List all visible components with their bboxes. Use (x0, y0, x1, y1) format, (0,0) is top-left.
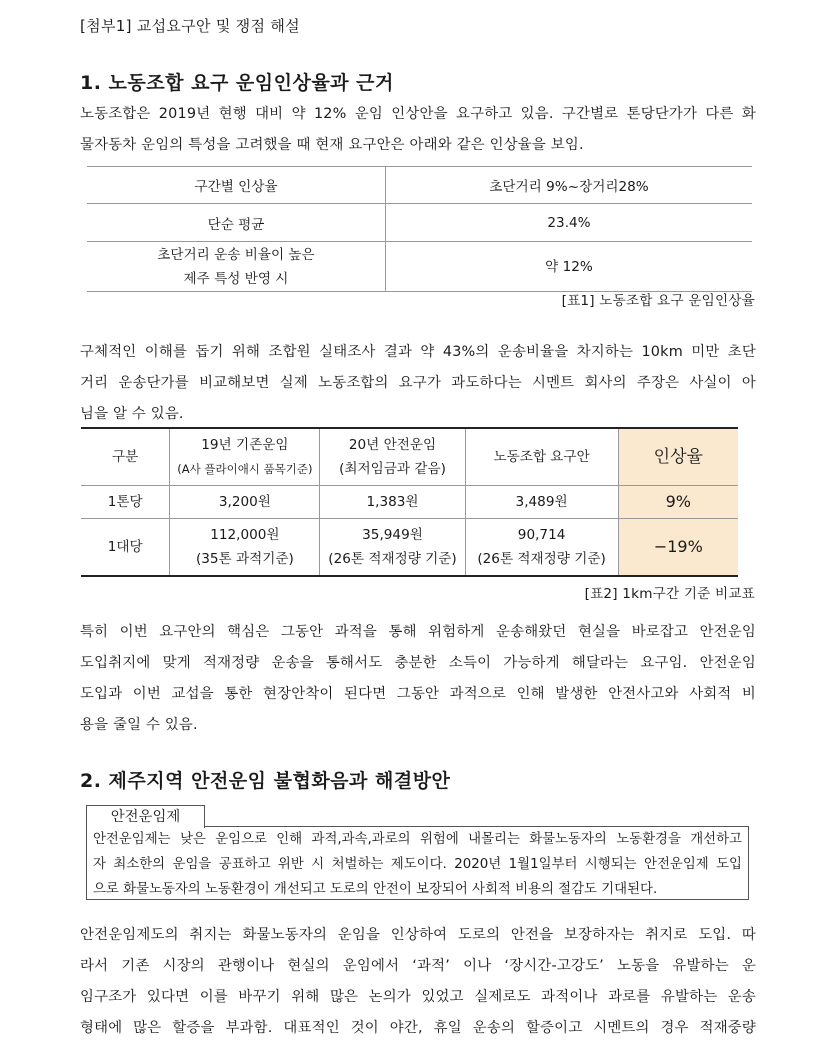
cell-line: 35,949원 (362, 527, 423, 543)
section-2-paragraph-1 (80, 920, 756, 1044)
header-cell-highlight: 인상율 (618, 428, 738, 486)
table-cell-highlight: −19% (618, 519, 738, 577)
table-header-row (81, 428, 738, 486)
section-1-paragraph-3 (80, 617, 756, 741)
paragraph-line: 형태에 많은 할증을 부과함. 대표적인 것이 야간, 휴일 운송의 할증이고 시멘트의 경우 적재중량 (80, 1020, 756, 1036)
table-row (81, 519, 738, 577)
paragraph-line: 특히 이번 요구안의 핵심은 그동안 과적을 통해 위험하게 운송해왔던 현실을 바로잡고 안전운임 (80, 624, 756, 640)
paragraph-line: 거리 운송단가를 비교해보면 실제 노동조합의 요구가 과도하다는 시멘트 회사의 주장은 사실이 아 (80, 375, 756, 391)
table-cell (465, 519, 618, 577)
table-cell: 1대당 (81, 519, 170, 577)
section-1-paragraph-1 (80, 99, 756, 161)
attachment-title: [첨부1] 교섭요구안 및 쟁점 해설 (80, 17, 300, 35)
table-cell (87, 242, 386, 292)
table-cell-highlight: 9% (618, 486, 738, 519)
section-1-paragraph-2 (80, 337, 756, 430)
header-cell (320, 428, 465, 486)
table-cell: 구간별 인상율 (87, 167, 386, 204)
cell-line: (최저임금과 같음) (339, 461, 446, 477)
table-cell: 1,383원 (320, 486, 465, 519)
cell-line: (A사 플라이애시 품목기준) (177, 462, 313, 476)
table-cell: 3,489원 (465, 486, 618, 519)
table-cell: 3,200원 (170, 486, 320, 519)
cell-line: (35톤 과적기준) (195, 551, 294, 567)
table-cell: 초단거리 9%~장거리28% (386, 167, 753, 204)
table-row (81, 486, 738, 519)
box-line: 자 최소한의 운임을 공표하고 위반 시 처벌하는 제도이다. 2020년 1월1일부터 시행되는 안전운임제 도입 (93, 857, 742, 872)
table-row (87, 167, 752, 204)
paragraph-line: 라서 기존 시장의 관행이나 현실의 운임에서 ‘과적’ 이나 ‘장시간-고강도’ 노동을 유발하는 운 (80, 958, 756, 974)
table-1-wage-increase (87, 166, 752, 292)
table-1-caption: [표1] 노동조합 요구 운임인상율 (561, 293, 755, 309)
cell-line: (26톤 적재정량 기준) (477, 551, 606, 567)
table-2-comparison (81, 427, 738, 577)
paragraph-line: 구체적인 이해를 돕기 위해 조합원 실태조사 결과 약 43%의 운송비율을 차지하는 10km 미만 초단 (80, 344, 756, 360)
paragraph-line: 노동조합은 2019년 현행 대비 약 12% 운임 인상안을 요구하고 있음. 구간별로 톤당단가가 다른 화 (80, 106, 756, 122)
cell-line: 20년 안전운임 (348, 437, 437, 453)
box-line: 안전운임제는 낮은 운임으로 인해 과적,과속,과로의 위험에 내몰리는 화물노동자의 노동환경을 개선하고 (93, 832, 742, 847)
paragraph-line: 님을 알 수 있음. (80, 406, 184, 422)
cell-line: 112,000원 (210, 527, 280, 543)
section-2-title: 2. 제주지역 안전운임 불협화음과 해결방안 (80, 770, 451, 792)
definition-box (86, 826, 749, 900)
table-cell: 약 12% (386, 242, 753, 292)
paragraph-line: 임구조가 있다면 이를 바꾸기 위해 많은 논의가 있었고 실제로도 과적이나 과로를 유발하는 운송 (80, 989, 756, 1005)
table-cell: 단순 평균 (87, 204, 386, 242)
section-1-title: 1. 노동조합 요구 운임인상율과 근거 (80, 72, 394, 94)
table-cell: 1톤당 (81, 486, 170, 519)
cell-line: (26톤 적재정량 기준) (328, 551, 457, 567)
paragraph-line: 물자동차 운임의 특성을 고려했을 때 현재 요구안은 아래와 같은 인상율을 보임. (80, 137, 584, 153)
header-cell (170, 428, 320, 486)
header-cell: 노동조합 요구안 (465, 428, 618, 486)
table-2-caption: [표2] 1km구간 기준 비교표 (584, 586, 755, 602)
header-cell: 구분 (81, 428, 170, 486)
table-row (87, 242, 752, 292)
cell-line: 제주 특성 반영 시 (183, 270, 289, 287)
cell-line: 90,714 (517, 527, 566, 543)
paragraph-line: 도입과 이번 교섭을 통한 현장안착이 된다면 그동안 과적으로 인해 발생한 안전사고와 사회적 비 (80, 686, 756, 702)
table-cell: 23.4% (386, 204, 753, 242)
paragraph-line: 도입취지에 맞게 적재정량 운송을 통해서도 충분한 소득이 가능하게 해달라는 요구임. 안전운임 (80, 655, 756, 671)
definition-box-label: 안전운임제 (86, 805, 205, 828)
table-cell (170, 519, 320, 577)
cell-line: 19년 기존운임 (201, 437, 289, 453)
cell-line: 초단거리 운송 비율이 높은 (157, 246, 315, 263)
table-cell (320, 519, 465, 577)
paragraph-line: 안전운임제도의 취지는 화물노동자의 운임을 인상하여 도로의 안전을 보장하자는 취지로 도입. 따 (80, 927, 756, 943)
box-line: 으로 화물노동자의 노동환경이 개선되고 도로의 안전이 보장되어 사회적 비용의 절감도 기대된다. (93, 882, 658, 897)
table-row (87, 204, 752, 242)
paragraph-line: 용을 줄일 수 있음. (80, 717, 198, 733)
